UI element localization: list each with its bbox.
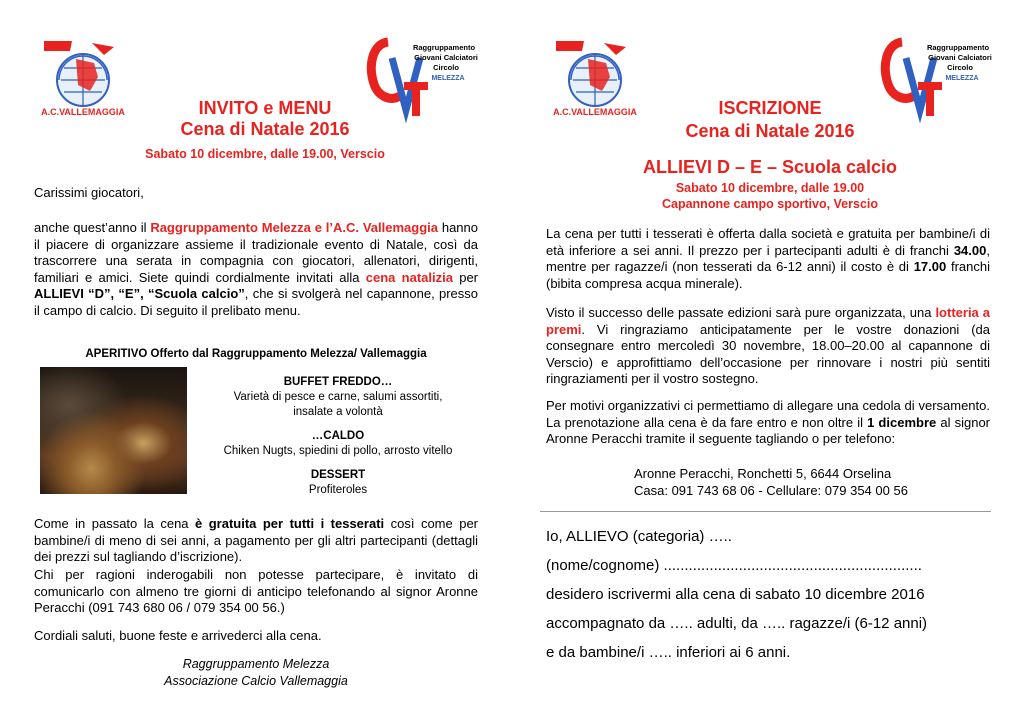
right-title-allievi: ALLIEVI D – E – Scuola calcio xyxy=(642,157,898,177)
menu-list xyxy=(200,375,476,498)
lottery-text-a: Visto il successo delle passate edizioni sarà pure organizzata, una xyxy=(546,305,936,320)
form-line-children: e da bambine/i ….. inferiori ai 6 anni. xyxy=(546,644,791,661)
intro-cena-natalizia: cena natalizia xyxy=(365,269,453,285)
signature-line2: Associazione Calcio Vallemaggia xyxy=(164,673,348,688)
right-booking-paragraph xyxy=(546,398,990,448)
left-absence-paragraph: Chi per ragioni inderogabili non potesse partecipare, è invitato di comunicarlo con almeno tre giorni di anticipo telefonando al signor Aronne Peracchi (091 743 680 06 / 079 354 00 56.) xyxy=(34,567,478,616)
left-price-paragraph xyxy=(34,516,478,566)
greeting: Carissimi giocatori, xyxy=(34,185,144,200)
intro-categories: ALLIEVI “D”, “E”, “Scuola calcio” xyxy=(34,286,245,302)
form-line-category: Io, ALLIEVO (categoria) ….. xyxy=(546,528,732,545)
melezza-logo-right-line4: MELEZZA xyxy=(945,75,979,82)
vallemaggia-logo-right-text: A.C.VALLEMAGGIA xyxy=(553,107,637,117)
form-line-accompanied: accompagnato da ….. adulti, da ….. ragazze/i (6-12 anni) xyxy=(546,615,928,632)
intro-text-c: per xyxy=(452,269,479,285)
aperitivo-line: APERITIVO Offerto dal Raggruppamento Melezza/ Vallemaggia xyxy=(85,348,427,360)
cut-line-divider xyxy=(540,511,991,512)
melezza-logo-right-line2: Giovani Calciatori xyxy=(928,53,992,62)
melezza-logo-line1: Raggruppamento xyxy=(412,43,476,52)
rp-text-a: La cena per tutti i tesserati è offerta dalla società e gratuita per bambine/i di età inferiore a sei anni. Il prezzo per i partecipanti adulti è di franchi xyxy=(546,226,990,258)
intro-text-d: , che si svolgerà nel capannone, presso il campo di calcio. Di seguito il prelibato menu. xyxy=(34,286,478,318)
price-text-b: così come per bambine/i di meno di sei anni, a pagamento per gli altri partecipanti (dettagli dei prezzi sul tagliando d’iscrizione). xyxy=(34,516,478,565)
rp-adult-price: 34.00 xyxy=(953,242,987,258)
vallemaggia-logo-text: A.C.VALLEMAGGIA xyxy=(41,107,125,117)
right-lottery-paragraph xyxy=(546,305,990,388)
signature-line1: Raggruppamento Melezza xyxy=(182,657,330,671)
menu-head-caldo: …CALDO xyxy=(311,430,365,442)
contact-phones: Casa: 091 743 68 06 - Cellulare: 079 354 00 56 xyxy=(634,483,908,498)
contact-block xyxy=(634,465,984,499)
intro-text-b: hanno il piacere di organizzare assieme il tradizionale evento di Natale, così da trascorrere una serata in compagnia con giocatori, allenatori, dirigenti, familiari e amici. Siete quindi cordialmente invitati alla xyxy=(34,220,478,285)
intro-text-a: anche quest’anno il xyxy=(34,220,151,235)
rp-child-price: 17.00 xyxy=(913,259,947,275)
lottery-text-b: . Vi ringraziamo anticipatamente per le vostre donazioni (da consegnare entro mercoledì 30 novembre, 18.00–20.00 al capannone di Verscio) e approfittiamo dell’occasione per rinnovare i nostri più sentiti ringraziamenti per il vostro sostegno. xyxy=(546,321,990,387)
right-price-paragraph xyxy=(546,226,990,292)
menu-desc-buffet: Varietà di pesce e carne, salumi assortiti, insalate a volontà xyxy=(233,391,443,418)
right-title-iscrizione: ISCRIZIONE xyxy=(718,98,822,118)
menu-head-dessert: DESSERT xyxy=(310,469,366,481)
contact-address: Aronne Peracchi, Ronchetti 5, 6644 Orselina xyxy=(634,466,892,481)
menu-desc-dessert: Profiteroles xyxy=(308,484,368,496)
intro-organizers: Raggruppamento Melezza e l’A.C. Vallemaggia xyxy=(150,220,438,235)
signature xyxy=(100,656,412,689)
left-title-cena: Cena di Natale 2016 xyxy=(180,119,350,139)
buffet-photo xyxy=(40,367,187,494)
melezza-logo-line2: Giovani Calciatori xyxy=(414,53,478,62)
closing-line: Cordiali saluti, buone feste e arrivederci alla cena. xyxy=(34,628,322,643)
left-intro-paragraph xyxy=(34,220,478,320)
booking-text-b: al signor Aronne Peracchi tramite il seguente tagliando o per telefono: xyxy=(546,414,990,447)
booking-text-a: Per motivi organizzativi ci permettiamo di allegare una cedola di versamento. La prenotazione alla cena è da fare entro e non oltre il xyxy=(546,398,990,430)
melezza-logo-line3: Circolo xyxy=(433,63,459,72)
lottery-highlight: lotteria a premi xyxy=(546,305,990,337)
menu-desc-caldo: Chiken Nugts, spiedini di pollo, arrosto vitello xyxy=(223,445,453,457)
form-line-register: desidero iscrivermi alla cena di sabato 10 dicembre 2016 xyxy=(546,586,925,603)
right-title-cena: Cena di Natale 2016 xyxy=(685,121,855,141)
melezza-logo-right-line3: Circolo xyxy=(947,63,973,72)
price-free-members: è gratuita per tutti i tesserati xyxy=(195,516,385,531)
right-subtitle-date: Sabato 10 dicembre, dalle 19.00 xyxy=(675,181,865,195)
booking-deadline: 1 dicembre xyxy=(867,414,937,430)
melezza-logo-line4: MELEZZA xyxy=(431,75,465,82)
left-subtitle: Sabato 10 dicembre, dalle 19.00, Verscio xyxy=(145,147,385,161)
price-text-a: Come in passato la cena xyxy=(34,516,196,531)
registration-form xyxy=(546,522,996,667)
menu-head-buffet: BUFFET FREDDO… xyxy=(283,376,393,388)
rp-text-b: , mentre per ragazze/i (non tesserati da 6-12 anni) il costo è di xyxy=(546,242,990,275)
rp-text-c: franchi (bibita compresa acqua minerale). xyxy=(546,259,990,291)
right-subtitle-place: Capannone campo sportivo, Verscio xyxy=(661,197,879,211)
left-title-invito: INVITO e MENU xyxy=(198,98,332,118)
melezza-logo-right-line1: Raggruppamento xyxy=(926,43,990,52)
form-line-name: (nome/cognome) .............................................................. xyxy=(546,557,922,574)
